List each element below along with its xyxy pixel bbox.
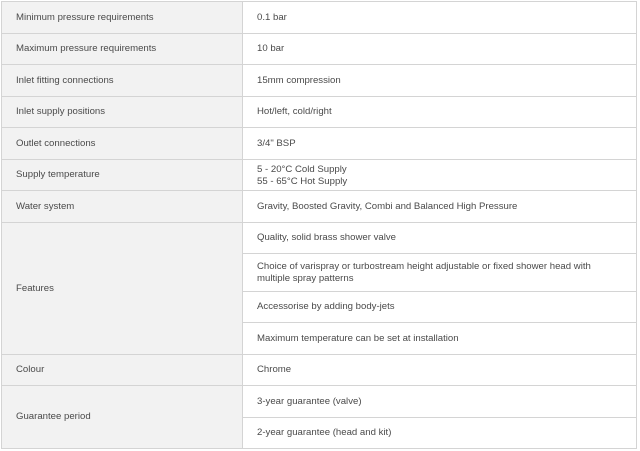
table-row	[2, 355, 637, 386]
spec-value: Chrome	[243, 355, 637, 386]
table-row	[2, 223, 637, 254]
table-row	[2, 191, 637, 223]
spec-label: Outlet connections	[2, 128, 243, 160]
table-row	[2, 160, 637, 191]
table-row	[2, 2, 637, 34]
feature-item: Quality, solid brass shower valve	[243, 223, 637, 254]
spec-label: Water system	[2, 191, 243, 223]
spec-value-line: 5 - 20°C Cold Supply	[257, 163, 347, 175]
spec-label: Colour	[2, 355, 243, 386]
feature-item: Maximum temperature can be set at installation	[243, 323, 637, 355]
spec-label: Inlet fitting connections	[2, 65, 243, 97]
spec-label: Inlet supply positions	[2, 97, 243, 128]
spec-value: 10 bar	[243, 34, 637, 65]
spec-value: 3/4" BSP	[243, 128, 637, 160]
guarantee-item: 2-year guarantee (head and kit)	[243, 418, 637, 449]
spec-value	[243, 160, 637, 191]
spec-value-line: 55 - 65°C Hot Supply	[257, 175, 348, 187]
spec-label: Supply temperature	[2, 160, 243, 191]
table-row	[2, 34, 637, 65]
feature-item: Accessorise by adding body-jets	[243, 292, 637, 323]
spec-value: Gravity, Boosted Gravity, Combi and Balanced High Pressure	[243, 191, 637, 223]
specification-table	[1, 1, 637, 449]
spec-value: Hot/left, cold/right	[243, 97, 637, 128]
spec-label: Guarantee period	[2, 386, 243, 449]
table-row	[2, 386, 637, 418]
spec-label: Minimum pressure requirements	[2, 2, 243, 34]
feature-item: Choice of varispray or turbostream height adjustable or fixed shower head with multiple spray patterns	[243, 254, 637, 292]
table-row	[2, 128, 637, 160]
spec-value: 0.1 bar	[243, 2, 637, 34]
spec-label: Maximum pressure requirements	[2, 34, 243, 65]
table-row	[2, 97, 637, 128]
spec-label: Features	[2, 223, 243, 355]
guarantee-item: 3-year guarantee (valve)	[243, 386, 637, 418]
spec-value: 15mm compression	[243, 65, 637, 97]
table-row	[2, 65, 637, 97]
